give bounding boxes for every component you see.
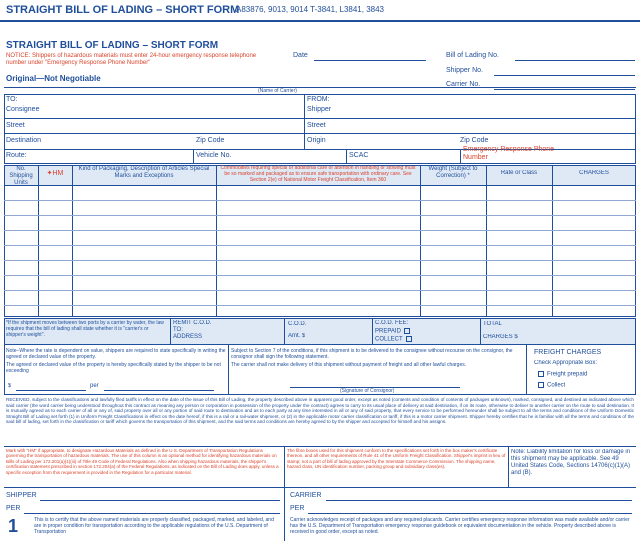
prepaid-text: PREPAID — [375, 328, 401, 335]
vehicle-scac-divider — [346, 149, 347, 164]
col-header-weight: Weight (Subject to Correction) * — [428, 166, 478, 179]
table-row[interactable] — [4, 245, 636, 246]
cod-label: C.O.D. — [288, 321, 307, 327]
date-line[interactable] — [314, 60, 426, 61]
notes-divider-2 — [508, 446, 509, 488]
original-not-negotiable: Original—Not Negotiable — [6, 74, 101, 83]
freight-divider — [526, 345, 527, 395]
freight-collect-text: Collect — [547, 382, 566, 389]
freight-charges-title: FREIGHT CHARGES — [534, 349, 602, 356]
shipper-street-label: Street — [307, 122, 326, 129]
consignee-street-label: Street — [6, 122, 25, 129]
received-terms: RECEIVED, subject to the classifications and lawfully filed tariffs in effect on the date of the issue of this Bill of Lading, the property described above in apparent good order, except as noted (contents and condition of contents of packages unknown), marked, consigned, and destined as indicated above which said carrier (the word carrier being understood throughout this contract as meaning any person or corporation in possession of the property under the contract) agrees to carry to its usual place of delivery at said destination, if on its route, otherwise to deliver to another carrier on the route to said destination. It is mutually agreed as to each carrier of all or any of, said property over all or any portion of said route to destination and as to each party at any time interested in all or any of said property, that every service to be performed hereunder shall be subject to all the terms and conditions of the Uniform Domestic Straight Bill of Lading set forth (1) in Uniform Freight Classifications in effect on the date hereof, if this is a rail or a rail-water shipment, or (2) in the applicable motor carrier classification or tariff, if this is a motor carrier shipment. Shipper hereby certifies that he is familiar with all the terms and conditions of the said bill of lading, set forth in the classification or tariff which governs the transportation of this shipment, and the said terms and conditions are hereby agreed to by the shipper and accepted for himself and his assigns. — [6, 397, 634, 424]
to-label: TO: — [6, 96, 18, 103]
value-amount-line[interactable] — [16, 390, 86, 391]
value-dollar-label: $ — [8, 383, 12, 389]
carrier-per-label: PER — [290, 505, 305, 512]
freight-prepaid-option[interactable] — [538, 371, 587, 379]
shipper-signature-label: SHIPPER — [6, 492, 37, 499]
cod-fee-label: C.O.D. FEE: — [375, 320, 409, 326]
destination-label: Destination — [6, 137, 42, 144]
form-title: STRAIGHT BILL OF LADING – SHORT FORM — [6, 40, 219, 51]
table-row[interactable] — [4, 260, 636, 261]
agreed-value-note: The agreed or declared value of the property is hereby specifically stated by the shipper to be not exceeding — [6, 362, 221, 374]
totals-divider-fee — [372, 318, 373, 345]
col-header-units: No. Shipping Units — [9, 166, 33, 186]
page-number: 1 — [8, 516, 19, 536]
shipper-label: Shipper — [307, 106, 332, 113]
freight-prepaid-text: Freight prepaid — [547, 371, 588, 378]
shipper-per-line[interactable] — [24, 513, 280, 514]
consignor-signature-caption: (Signature of Consignor) — [340, 388, 395, 394]
header-divider — [0, 20, 640, 22]
shipper-number-label: Shipper No. — [446, 67, 483, 74]
totals-divider-cod — [284, 318, 285, 345]
bol-number-label: Bill of Lading No. — [446, 52, 499, 59]
carrier-signature-line[interactable] — [326, 500, 632, 501]
table-row[interactable] — [4, 200, 636, 201]
header-title: STRAIGHT BILL OF LADING – SHORT FORM — [6, 4, 240, 16]
bol-number-line[interactable] — [515, 60, 635, 61]
freight-collect-checkbox[interactable] — [538, 382, 544, 388]
totals-divider-total — [480, 318, 481, 345]
carrier-name-caption: (Name of Carrier) — [258, 88, 297, 94]
prepaid-checkbox[interactable] — [404, 328, 410, 334]
cod-prepaid-option[interactable] — [375, 328, 413, 336]
cod-collect-option[interactable] — [375, 336, 415, 344]
consignee-line — [4, 118, 636, 119]
carrier-signature-label: CARRIER — [290, 492, 322, 499]
check-box-label: Check Appropriate Box: — [534, 360, 598, 366]
cod-amount-label: Amt. $ — [288, 333, 306, 339]
value-divider — [228, 345, 229, 395]
col-header-rate: Rate or Class — [500, 170, 538, 176]
header-form-codes: A83876, 9013, 9014 T-3841, L3841, 3843 — [236, 5, 384, 14]
carrier-per-line[interactable] — [308, 513, 632, 514]
col-divider-rate — [552, 165, 553, 317]
table-row[interactable] — [4, 305, 636, 306]
col-divider-hm — [72, 165, 73, 317]
shipper-per-label: PER — [6, 505, 21, 512]
carrier-delivery-note: The carrier shall not make delivery of this shipment without payment of freight and all other lawful charges. — [231, 362, 467, 368]
origin-label: Origin — [307, 137, 326, 144]
collect-checkbox[interactable] — [406, 336, 412, 342]
fibre-box-note: The fibre boxes used for this shipment conform to the specifications set forth in the box maker's certificate thereon, and all other requirements of Rule 41 of the Uniform Freight Classification. Shipper's imprint in lieu of stamp; not a part of bill of lading approved by the Interstate Commerce Commission. The shipping name, hazard class, UN identification number, packing group and subsidiary class(es). — [287, 448, 506, 470]
date-label: Date — [293, 52, 308, 59]
col-header-commodity-note: Commodities requiring special or additional care or attention in handling or stowing must be so marked and packaged as to ensure safe transportation with ordinary care. See Section 2(e) of National Motor Freight Classification, Item 360 — [220, 165, 416, 183]
street-line — [4, 133, 636, 134]
table-row[interactable] — [4, 275, 636, 276]
col-divider-weight — [486, 165, 487, 317]
origin-zip-label: Zip Code — [460, 137, 489, 144]
col-header-charges: CHARGES — [579, 170, 609, 176]
totals-divider-remit — [170, 318, 171, 345]
value-per-line[interactable] — [104, 390, 214, 391]
route-vehicle-divider — [193, 149, 194, 164]
total-label: TOTAL — [483, 321, 502, 327]
hm-note: Mark with "HM" if appropriate, to designate Hazardous Materials as defined in the U.S. Department of Transportation Regulations governing the transportation of hazardous materials. The use of this column is an optional method for identifying hazardous materials on Bills of Lading per 172.201(a)(1)(iii) of Title 49 Code of Federal Regulations. Also when shipping hazardous materials, the shipper's certification statement prescribed in section 172.204(a) of the Federal Regulations, as indicated on the Bill of Lading does apply, unless a specific exception from this requirement is provided in the Regulation for a particular material. — [6, 448, 279, 475]
carrier-name-line[interactable] — [4, 87, 636, 88]
total-charges-label: CHARGES $ — [483, 334, 518, 340]
freight-collect-option[interactable] — [538, 382, 565, 390]
col-divider-note — [420, 165, 421, 317]
signature-divider — [284, 488, 285, 541]
col-header-kind: Kind of Packaging, Description of Articles Special Marks and Exceptions — [78, 166, 210, 179]
col-header-hm: ✦HM — [46, 170, 64, 177]
remit-cod-label: REMIT C.O.D. TO: ADDRESS — [173, 320, 212, 340]
destination-zip-label: Zip Code — [196, 137, 225, 144]
carrier-number-line[interactable] — [494, 89, 635, 90]
collect-text: COLLECT — [375, 336, 403, 343]
table-row[interactable] — [4, 215, 636, 216]
consignee-label: Consignee — [6, 106, 40, 113]
shipper-certification: This is to certify that the above named materials are properly classified, packaged, marked, and labeled, and are in proper condition for transportation according to the applicable regulations of the U.S. Department of Transportation — [34, 517, 274, 535]
col-divider-kind — [216, 165, 217, 317]
shipper-number-line[interactable] — [494, 75, 635, 76]
scac-label: SCAC — [349, 152, 369, 159]
col-divider-units — [38, 165, 39, 317]
liability-note: Note: Liability limitation for loss or damage in this shipment may be applicable. See 49 United States Code, Sections 14706(c)(1)(A) and (B). — [511, 449, 631, 476]
value-note: Note–Where the rate is dependent on value, shippers are required to state specifically in writing the agreed or declared value of the property. — [6, 348, 226, 360]
hazmat-notice: NOTICE: Shippers of hazardous materials must enter 24-hour emergency response telephone number under "Emergency Response Phone Number" — [6, 53, 257, 66]
value-per-label: per — [90, 383, 99, 389]
vehicle-number-label: Vehicle No. — [196, 152, 232, 159]
table-header-bottom — [4, 185, 636, 186]
items-table — [4, 165, 636, 317]
table-row[interactable] — [4, 230, 636, 231]
from-label: FROM: — [307, 96, 330, 103]
carrier-number-label: Carrier No. — [446, 81, 481, 88]
carrier-acknowledgement: Carrier acknowledges receipt of packages and any required placards. Carrier certifies emergency response information was made available and/or carrier has the U.S. Department of Transportation emergency response guidebook or equivalent documentation in the vehicle. Property described above is received in good order, except as noted. — [290, 517, 630, 535]
freight-prepaid-checkbox[interactable] — [538, 371, 544, 377]
emergency-phone-label: Emergency Response Phone Number — [463, 146, 555, 161]
scac-emergency-divider — [460, 149, 461, 164]
notes-divider-1 — [284, 446, 285, 488]
section7-note: Subject to Section 7 of the conditions, if this shipment is to be delivered to the consignee without recourse on the consignor, the consignor shall sign the following statement. — [231, 348, 513, 360]
address-divider — [304, 94, 305, 149]
table-row[interactable] — [4, 290, 636, 291]
shipper-signature-line[interactable] — [40, 500, 280, 501]
route-label: Route: — [6, 152, 27, 159]
weight-law-note: *If the shipment moves between two ports by a carrier by water, the law requires that the bill of lading shall state whether it is "carrier's or shipper's weight". — [6, 320, 164, 338]
